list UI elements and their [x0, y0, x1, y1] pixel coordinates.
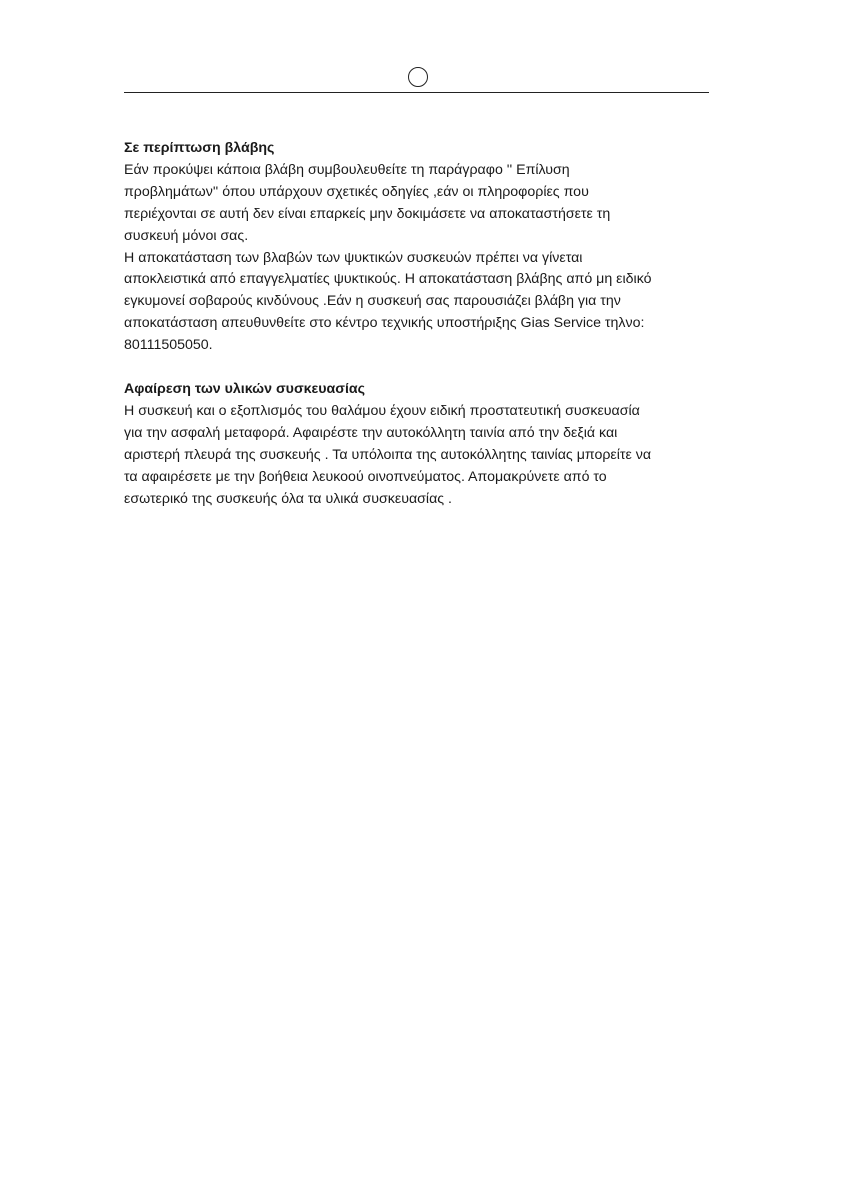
paragraph-line: περιέχονται σε αυτή δεν είναι επαρκείς μην δοκιμάσετε να αποκαταστήσετε τη	[124, 205, 611, 222]
paragraph-line: τα αφαιρέσετε με την βοήθεια λευκοού οινοπνεύματος. Απομακρύνετε από το	[124, 468, 607, 485]
section-title: Αφαίρεση των υλικών συσκευασίας	[124, 381, 366, 398]
paragraph-line: αποκατάσταση απευθυνθείτε στο κέντρο τεχνικής υποστήριξης Gias Service τηλνο:	[124, 315, 645, 332]
paragraph-line: συσκευή μόνοι σας.	[124, 227, 249, 244]
paragraph-line: Η αποκατάσταση των βλαβών των ψυκτικών συσκευών πρέπει να γίνεται	[124, 249, 583, 266]
paragraph-line: 80111505050.	[124, 337, 213, 354]
document-body	[124, 138, 724, 511]
paragraph-line: Η συσκευή και ο εξοπλισμός του θαλάμου έχουν ειδική προστατευτική συσκευασία	[124, 402, 640, 419]
section-packaging-removal	[124, 379, 724, 510]
paragraph-line: αποκλειστικά από επαγγελματίες ψυκτικούς. Η αποκατάσταση βλάβης από μη ειδικό	[124, 271, 652, 288]
page-number-circle	[408, 67, 428, 87]
paragraph-line: εσωτερικό της συσκευής όλα τα υλικά συσκευασίας .	[124, 490, 452, 507]
paragraph-line: Εάν προκύψει κάποια βλάβη συμβουλευθείτε τη παράγραφο '' Επίλυση	[124, 161, 570, 178]
header-rule	[124, 92, 709, 93]
paragraph-line: για την ασφαλή μεταφορά. Αφαιρέστε την αυτοκόλλητη ταινία από την δεξιά και	[124, 424, 618, 441]
paragraph-line: προβλημάτων'' όπου υπάρχουν σχετικές οδηγίες ,εάν οι πληροφορίες που	[124, 183, 589, 200]
section-title: Σε περίπτωση βλάβης	[124, 140, 275, 156]
paragraph-line: εγκυμονεί σοβαρούς κινδύνους .Εάν η συσκευή σας παρουσιάζει βλάβη για την	[124, 293, 621, 310]
section-repair	[124, 138, 724, 357]
paragraph-line: αριστερή πλευρά της συσκευής . Τα υπόλοιπα της αυτοκόλλητης ταινίας μπορείτε να	[124, 446, 652, 463]
